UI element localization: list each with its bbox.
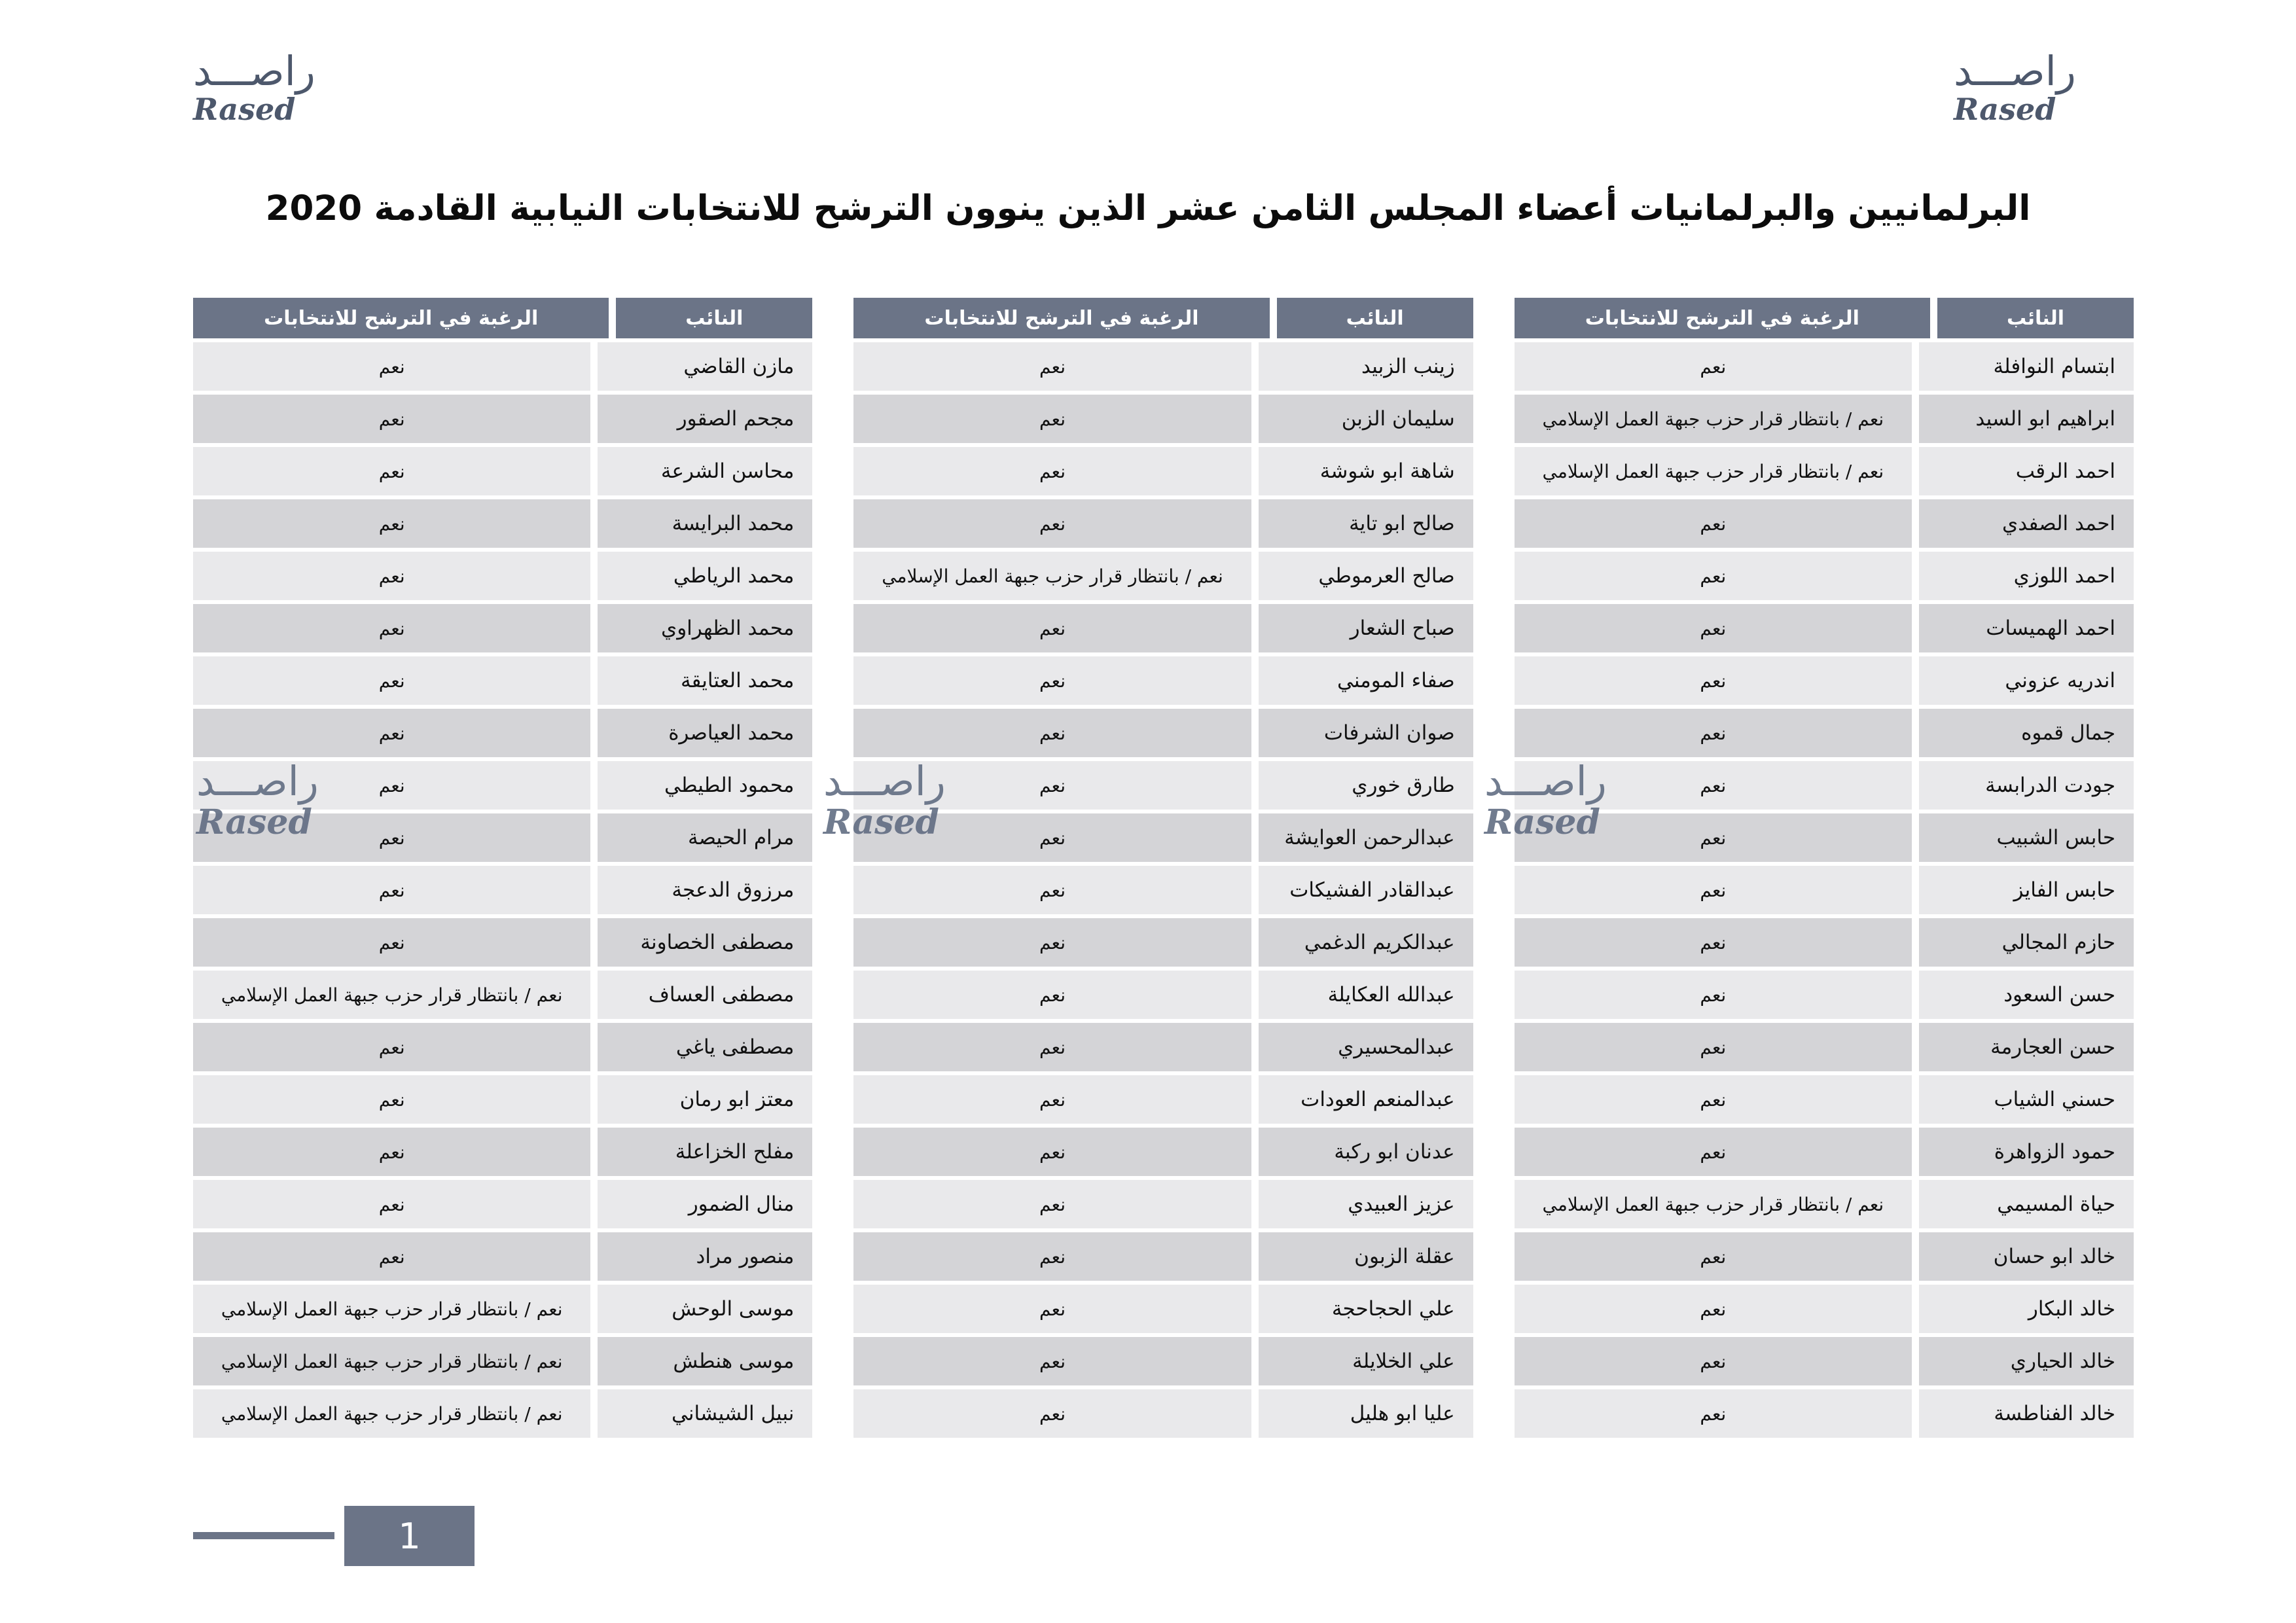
candidacy-status-cell: نعم [1515,499,1912,548]
mp-name-cell: علي الخلايلة [1259,1337,1473,1385]
mp-name-cell: عبدالمحسيري [1259,1023,1473,1071]
mp-name-cell: منال الضمور [598,1180,812,1228]
candidacy-status-cell: نعم [1515,656,1912,705]
table-body [853,342,1473,1438]
candidacy-status-cell: نعم [1515,1389,1912,1438]
table-row [193,447,812,495]
table-row [193,1023,812,1071]
mp-name-cell: جودت الدرابسة [1919,761,2134,810]
candidacy-status-cell: نعم / بانتظار قرار حزب جبهة العمل الإسلامي [193,1285,590,1333]
table-row [853,866,1473,914]
candidacy-status-cell: نعم [1515,709,1912,757]
candidacy-status-cell: نعم [853,395,1251,443]
candidacy-status-cell: نعم [853,604,1251,652]
candidacy-status-cell: نعم [1515,866,1912,914]
candidacy-status-cell: نعم / بانتظار قرار حزب جبهة العمل الإسلامي [193,1389,590,1438]
candidacy-status-cell: نعم [853,1180,1251,1228]
mp-name-cell: حسن العجارمة [1919,1023,2134,1071]
rased-logo-arabic-text: راصـــد [1954,47,2076,95]
mp-name-cell: مرام الحيصة [598,813,812,862]
table-row [1515,342,2134,391]
table-row [1515,813,2134,862]
mp-name-cell: احمد الهميسات [1919,604,2134,652]
candidacy-status-cell: نعم [1515,1128,1912,1176]
mp-name-cell: محمود الطيطي [598,761,812,810]
mp-name-cell: علي الحجاحجة [1259,1285,1473,1333]
table-row [193,342,812,391]
table-row [193,971,812,1019]
mp-name-cell: محاسن الشرعة [598,447,812,495]
candidacy-status-cell: نعم [853,1337,1251,1385]
table-row [193,499,812,548]
table-row [1515,395,2134,443]
table-row [193,866,812,914]
candidacy-status-cell: نعم [193,1023,590,1071]
candidacy-status-cell: نعم [193,709,590,757]
mp-name-cell: صباح الشعار [1259,604,1473,652]
mp-name-cell: شاهة ابو شوشة [1259,447,1473,495]
mp-name-cell: محمد الرياطي [598,552,812,600]
table-header-row [193,298,812,338]
mp-name-cell: طارق خوري [1259,761,1473,810]
mp-name-cell: عبدالقادر الفشيكات [1259,866,1473,914]
candidacy-status-cell: نعم [193,552,590,600]
table-row [193,1389,812,1438]
mp-name-cell: نبيل الشيشاني [598,1389,812,1438]
mp-name-cell: عقلة الزبون [1259,1232,1473,1281]
mp-table [853,298,1473,1442]
table-row [193,1180,812,1228]
candidacy-status-cell: نعم [853,656,1251,705]
column-header-candidacy-desire: الرغبة في الترشح للانتخابات [193,298,609,338]
candidacy-status-cell: نعم [193,1232,590,1281]
mp-table [1515,298,2134,1442]
candidacy-status-cell: نعم [193,1180,590,1228]
mp-name-cell: صفاء المومني [1259,656,1473,705]
table-row [853,342,1473,391]
rased-watermark-arabic-text: راصـــد [823,757,946,805]
footer-divider-line [193,1532,334,1539]
table-row [1515,1075,2134,1124]
mp-name-cell: زينب الزبيد [1259,342,1473,391]
table-row [853,447,1473,495]
column-header-candidacy-desire: الرغبة في الترشح للانتخابات [853,298,1269,338]
table-row [1515,656,2134,705]
candidacy-status-cell: نعم [1515,552,1912,600]
candidacy-status-cell: نعم [853,1023,1251,1071]
mp-name-cell: حسن السعود [1919,971,2134,1019]
candidacy-status-cell: نعم [1515,813,1912,862]
table-row [1515,761,2134,810]
candidacy-status-cell: نعم [1515,604,1912,652]
mp-name-cell: مصطفى العساف [598,971,812,1019]
mp-name-cell: عزيز العبيدي [1259,1180,1473,1228]
candidacy-status-cell: نعم [193,1128,590,1176]
table-row [853,709,1473,757]
candidacy-status-cell: نعم [853,1232,1251,1281]
candidacy-status-cell: نعم [853,1389,1251,1438]
table-row [1515,1285,2134,1333]
candidacy-status-cell: نعم [193,499,590,548]
table-row [853,1232,1473,1281]
table-row [193,757,812,810]
table-row [853,499,1473,548]
candidacy-status-cell: نعم [1515,971,1912,1019]
candidacy-status-cell: نعم [1515,761,1912,810]
table-row [1515,447,2134,495]
candidacy-status-cell: نعم [1515,1285,1912,1333]
candidacy-status-cell: نعم [1515,1232,1912,1281]
column-header-deputy: النائب [1277,298,1473,338]
table-row [193,1075,812,1124]
candidacy-status-cell: نعم / بانتظار قرار حزب جبهة العمل الإسلامي [853,552,1251,600]
rased-watermark-arabic-text: راصـــد [196,757,319,805]
mp-name-cell: حابس الفايز [1919,866,2134,914]
table-row [853,656,1473,705]
table-row [1515,1128,2134,1176]
table-row [193,1337,812,1385]
mp-name-cell: سليمان الزبن [1259,395,1473,443]
mp-name-cell: احمد الصفدي [1919,499,2134,548]
rased-watermark-arabic-text: راصـــد [1484,757,1607,805]
table-row [853,552,1473,600]
table-row [193,1232,812,1281]
mp-name-cell: صالح العرموطي [1259,552,1473,600]
column-header-deputy: النائب [1937,298,2134,338]
table-row [1515,918,2134,967]
candidacy-status-cell: نعم [853,342,1251,391]
table-body [1515,342,2134,1438]
table-row [1515,709,2134,757]
mp-name-cell: عدنان ابو ركبة [1259,1128,1473,1176]
mp-name-cell: محمد الظهراوي [598,604,812,652]
candidacy-status-cell: نعم / بانتظار قرار حزب جبهة العمل الإسلامي [193,971,590,1019]
mp-name-cell: صوان الشرفات [1259,709,1473,757]
rased-logo-top-left [193,47,350,127]
candidacy-status-cell: نعم [1515,1075,1912,1124]
rased-watermark-latin-text: Rased [823,802,939,842]
mp-name-cell: مصطفى الخصاونة [598,918,812,967]
rased-logo-top-right [1954,47,2111,127]
table-row [853,1285,1473,1333]
table-header-row [1515,298,2134,338]
column-header-deputy: النائب [616,298,812,338]
column-header-candidacy-desire: الرغبة في الترشح للانتخابات [1515,298,1930,338]
mp-name-cell: مرزوق الدعجة [598,866,812,914]
candidacy-status-cell: نعم / بانتظار قرار حزب جبهة العمل الإسلامي [1515,1180,1912,1228]
mp-name-cell: حياة المسيمي [1919,1180,2134,1228]
table-row [1515,499,2134,548]
mp-name-cell: اندريه عزوني [1919,656,2134,705]
tables-container [193,298,2134,1442]
candidacy-status-cell: نعم [853,1128,1251,1176]
candidacy-status-cell: نعم [193,761,590,810]
mp-name-cell: محمد العتايقة [598,656,812,705]
table-row [1515,604,2134,652]
candidacy-status-cell: نعم [853,447,1251,495]
table-row [193,918,812,967]
candidacy-status-cell: نعم [193,813,590,862]
mp-name-cell: منصور مراد [598,1232,812,1281]
table-row [1515,1180,2134,1228]
candidacy-status-cell: نعم [853,1285,1251,1333]
mp-name-cell: مازن القاضي [598,342,812,391]
mp-name-cell: عبدالله العكايلة [1259,971,1473,1019]
table-row [853,1337,1473,1385]
candidacy-status-cell: نعم [193,1075,590,1124]
candidacy-status-cell: نعم [1515,1337,1912,1385]
candidacy-status-cell: نعم [853,709,1251,757]
mp-name-cell: عبدالكريم الدغمي [1259,918,1473,967]
table-row [1515,1023,2134,1071]
table-row [1515,552,2134,600]
table-row [1515,1337,2134,1385]
page-number-badge: 1 [344,1506,475,1566]
table-row [1515,971,2134,1019]
table-row [193,395,812,443]
mp-name-cell: احمد الرقب [1919,447,2134,495]
mp-name-cell: محمد العياصرة [598,709,812,757]
table-row [193,604,812,652]
candidacy-status-cell: نعم [193,918,590,967]
mp-name-cell: ابتسام النوافلة [1919,342,2134,391]
rased-logo-latin-text: Rased [193,92,296,127]
table-row [853,1389,1473,1438]
table-row [853,1075,1473,1124]
mp-name-cell: حسني الشياب [1919,1075,2134,1124]
candidacy-status-cell: نعم [1515,342,1912,391]
mp-name-cell: خالد البكار [1919,1285,2134,1333]
candidacy-status-cell: نعم [853,971,1251,1019]
table-row [1515,1389,2134,1438]
candidacy-status-cell: نعم / بانتظار قرار حزب جبهة العمل الإسلامي [1515,395,1912,443]
table-row [853,971,1473,1019]
mp-name-cell: مصطفى ياغي [598,1023,812,1071]
table-row [853,918,1473,967]
table-header-row [853,298,1473,338]
candidacy-status-cell: نعم [853,499,1251,548]
table-row [193,552,812,600]
rased-watermark-latin-text: Rased [196,802,312,842]
mp-name-cell: مفلح الخزاعلة [598,1128,812,1176]
mp-name-cell: مجحم الصقور [598,395,812,443]
candidacy-status-cell: نعم [193,866,590,914]
candidacy-status-cell: نعم [193,656,590,705]
table-row [853,1128,1473,1176]
candidacy-status-cell: نعم [1515,1023,1912,1071]
rased-watermark-latin-text: Rased [1484,802,1600,842]
candidacy-status-cell: نعم [853,866,1251,914]
rased-logo-arabic-text: راصـــد [193,47,315,95]
mp-name-cell: خالد الحياري [1919,1337,2134,1385]
candidacy-status-cell: نعم / بانتظار قرار حزب جبهة العمل الإسلامي [193,1337,590,1385]
table-row [1515,1232,2134,1281]
table-row [193,709,812,757]
mp-name-cell: محمد البرايسة [598,499,812,548]
table-row [193,813,812,862]
table-row [193,656,812,705]
candidacy-status-cell: نعم [193,447,590,495]
mp-name-cell: حابس الشبيب [1919,813,2134,862]
candidacy-status-cell: نعم [193,342,590,391]
candidacy-status-cell: نعم [853,761,1251,810]
mp-name-cell: صالح ابو تاية [1259,499,1473,548]
candidacy-status-cell: نعم [193,395,590,443]
table-row [853,604,1473,652]
mp-name-cell: ابراهيم ابو السيد [1919,395,2134,443]
page-title: البرلمانيين والبرلمانيات أعضاء المجلس الثامن عشر الذين ينوون الترشح للانتخابات النيابية القادمة 2020 [265,188,2031,228]
mp-name-cell: جمال قموه [1919,709,2134,757]
mp-name-cell: عبدالرحمن العوايشة [1259,813,1473,862]
mp-table [193,298,812,1442]
mp-name-cell: موسى هنطش [598,1337,812,1385]
mp-name-cell: موسى الوحش [598,1285,812,1333]
mp-name-cell: احمد اللوزي [1919,552,2134,600]
candidacy-status-cell: نعم [853,813,1251,862]
table-row [853,1023,1473,1071]
table-row [853,813,1473,862]
mp-name-cell: حازم المجالي [1919,918,2134,967]
candidacy-status-cell: نعم / بانتظار قرار حزب جبهة العمل الإسلامي [1515,447,1912,495]
mp-name-cell: عليا ابو هليل [1259,1389,1473,1438]
candidacy-status-cell: نعم [853,918,1251,967]
mp-name-cell: حمود الزواهرة [1919,1128,2134,1176]
candidacy-status-cell: نعم [853,1075,1251,1124]
mp-name-cell: عبدالمنعم العودات [1259,1075,1473,1124]
table-row [193,1285,812,1333]
table-body [193,342,812,1438]
table-row [853,1180,1473,1228]
mp-name-cell: خالد الفناطسة [1919,1389,2134,1438]
rased-logo-latin-text: Rased [1954,92,2056,127]
mp-name-cell: معتز ابو رمان [598,1075,812,1124]
table-row [853,395,1473,443]
candidacy-status-cell: نعم [1515,918,1912,967]
table-row [193,1128,812,1176]
candidacy-status-cell: نعم [193,604,590,652]
mp-name-cell: خالد ابو حسان [1919,1232,2134,1281]
table-row [853,761,1473,810]
table-row [1515,866,2134,914]
